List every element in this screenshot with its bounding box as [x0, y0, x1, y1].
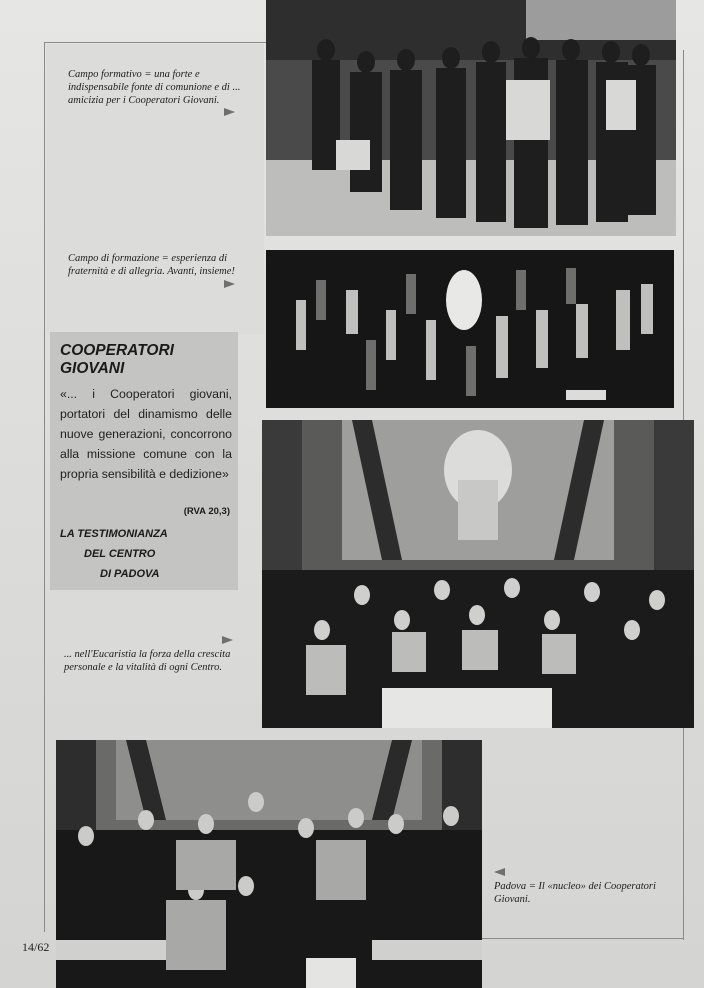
section-title: COOPERATORI GIOVANI [60, 342, 174, 377]
testimony-heading [60, 524, 235, 584]
caption-eucharist: ... nell'Eucaristia la forza della crescita personale e la vitalità di ogni Centro. [64, 649, 231, 673]
arrow-right-icon [222, 636, 233, 644]
arrow-right-icon [224, 108, 235, 116]
caption-training-camp: Campo formativo = una forte e indispensabile fonte di comunione e di ... amicizia per i Cooperatori Giovani. [68, 69, 241, 106]
frame-bottom-line [482, 938, 684, 939]
arrow-left-icon [494, 868, 505, 876]
caption-formation-camp: Campo di formazione = esperienza di fraternità e di allegria. Avanti, insieme! [68, 253, 235, 277]
photo-eucharist-group [262, 420, 694, 728]
testimony-line-3: DI PADOVA [100, 568, 160, 580]
testimony-line-1: LA TESTIMONIANZA [60, 528, 168, 540]
quote-text: «... i Cooperatori giovani, portatori del dinamismo delle nuove generazioni, concorrono alla missione comune con la propria sensibilità e dedizione» [60, 387, 232, 481]
arrow-right-icon [224, 280, 235, 288]
page-number: 14/62 [22, 940, 50, 954]
photo-night-gathering [266, 250, 674, 408]
testimony-line-2: DEL CENTRO [84, 548, 156, 560]
frame-left-line [44, 42, 45, 932]
photo-group-outdoors [266, 0, 676, 236]
caption-padova: Padova = Il «nucleo» dei Cooperatori Giovani. [494, 881, 656, 905]
frame-top-line [44, 42, 266, 43]
photo-padova-group [56, 740, 482, 988]
quote-reference: (RVA 20,3) [183, 506, 230, 517]
